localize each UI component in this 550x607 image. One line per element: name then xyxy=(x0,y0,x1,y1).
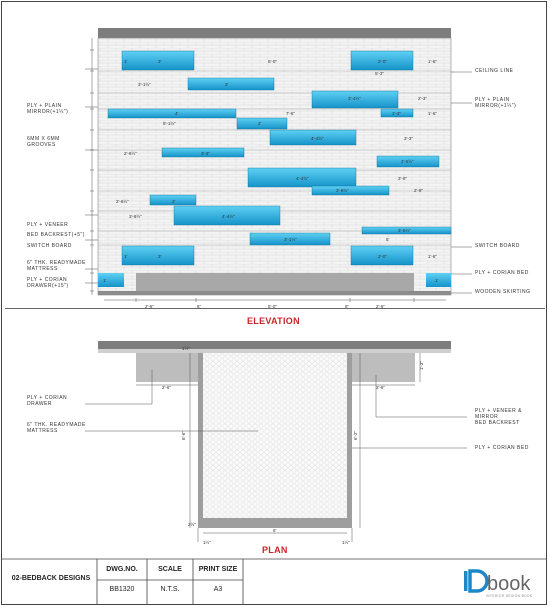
dimension-label: 2' xyxy=(172,199,176,204)
dimension-label: 1'-3" xyxy=(392,111,401,116)
dimension-label: 4' xyxy=(175,111,179,116)
dimension-label: 5'-0" xyxy=(268,304,277,309)
dimension-label: 2'-6" xyxy=(376,304,385,309)
plan-wall xyxy=(98,341,451,349)
plan-headboard-strip xyxy=(98,349,451,353)
dimension-label: 3'-1½" xyxy=(138,82,151,87)
dwg-no-value: BB1320 xyxy=(109,586,135,593)
label-plan-veneer-mirror: PLY + VENEER & MIRROR BED BACKREST xyxy=(475,408,522,426)
svg-text:INTERIOR DESIGN BOOK: INTERIOR DESIGN BOOK xyxy=(486,594,533,598)
dimension-label: 2'-6" xyxy=(145,304,154,309)
dimension-label: 3'-9" xyxy=(398,176,407,181)
dimension-label: 3'-3" xyxy=(201,151,210,156)
scale-header: SCALE xyxy=(158,566,182,573)
plan-drawing xyxy=(0,330,550,560)
dimension-label: 3'-8½" xyxy=(336,188,349,193)
plan-drawer-left xyxy=(136,353,198,382)
dimension-label: 2'-3" xyxy=(418,96,427,101)
mirror-panel xyxy=(312,186,389,195)
elevation-ceiling-band xyxy=(98,28,451,38)
dimension-label: 6'-2" xyxy=(353,431,358,440)
dimension-label: 2'-9" xyxy=(414,188,423,193)
plan-title: PLAN xyxy=(262,545,288,555)
dimension-label: 6'-0" xyxy=(268,59,277,64)
label-grooves: 6MM X 6MM GROOVES xyxy=(27,136,60,148)
elevation-bed-base xyxy=(136,273,414,291)
dimension-label: 3'-6½" xyxy=(398,228,411,233)
dimension-label: 4'-4½" xyxy=(296,176,309,181)
dimension-label: 5' xyxy=(386,237,390,242)
dimension-label: 2'-6" xyxy=(162,385,171,390)
label-plan-ply-corian-drawer: PLY + CORIAN DRAWER xyxy=(27,395,68,407)
label-wooden-skirting: WOODEN SKIRTING xyxy=(475,289,531,295)
elevation-drawer-left xyxy=(98,273,124,287)
label-ply-corian-bed: PLY + CORIAN BED xyxy=(475,270,529,276)
dimension-label: 3' xyxy=(158,59,162,64)
project-title: 02-BEDBACK DESIGNS xyxy=(11,575,91,582)
label-ply-corian-drawer: PLY + CORIAN DRAWER(+15") xyxy=(27,277,69,289)
label-bed-backrest: BED BACKREST(+5") xyxy=(27,232,85,238)
dimension-label: 2½" xyxy=(188,522,196,527)
dimension-label: 2'-5½" xyxy=(401,159,414,164)
dimension-label: 2'-0" xyxy=(378,254,387,259)
dimension-label: 1'-6" xyxy=(428,254,437,259)
svg-text:book: book xyxy=(487,573,531,595)
dimension-label: 6" xyxy=(197,304,202,309)
dimension-label: 1'-6" xyxy=(428,59,437,64)
dimension-label: 1'-6" xyxy=(428,111,437,116)
dimension-label: 1' xyxy=(124,254,128,259)
mirror-panel xyxy=(188,78,274,90)
print-size-header: PRINT SIZE xyxy=(198,566,238,573)
dimension-label: 3'-4½" xyxy=(348,96,361,101)
dwg-no-header: DWG.NO. xyxy=(106,566,138,573)
dimension-label: 6'-6" xyxy=(181,431,186,440)
dimension-label: 3'-3" xyxy=(404,136,413,141)
print-size-value: A3 xyxy=(213,586,223,593)
dimension-label: 1½" xyxy=(203,540,211,545)
dimension-label: 3' xyxy=(158,254,162,259)
dimension-label: 3'-8½" xyxy=(129,214,142,219)
label-ceiling-line: CEILING LINE xyxy=(475,68,514,74)
dimension-label: 4'-4½" xyxy=(311,136,324,141)
label-mattress: 6" THK. READYMADE MATTRESS xyxy=(27,260,86,272)
label-switch-board-right: SWITCH BOARD xyxy=(475,243,520,249)
dimension-label: 2'-0" xyxy=(378,59,387,64)
label-ply-plain-mirror-right: PLY + PLAIN MIRROR(+1¼") xyxy=(475,97,517,109)
dimension-label: 5'-1½" xyxy=(163,121,176,126)
dimension-label: 1½" xyxy=(182,346,190,351)
dimension-label: 1' xyxy=(435,278,439,283)
scale-value: N.T.S. xyxy=(160,586,180,593)
label-ply-veneer: PLY + VENEER xyxy=(27,222,69,228)
label-plan-mattress: 6" THK. READYMADE MATTRESS xyxy=(27,422,86,434)
dimension-label: 1'-3" xyxy=(419,361,424,370)
elevation-skirting xyxy=(98,291,451,295)
dimension-label: 2'-6½" xyxy=(124,151,137,156)
mirror-panel xyxy=(108,109,236,118)
idbook-logo xyxy=(458,563,548,603)
label-plan-ply-corian-bed: PLY + CORIAN BED xyxy=(475,445,529,451)
dimension-label: 1' xyxy=(103,278,107,283)
dimension-label: 2' xyxy=(258,121,262,126)
dimension-label: 7'-6" xyxy=(286,111,295,116)
dimension-label: 1½" xyxy=(342,540,350,545)
dimension-label: 6" xyxy=(345,304,350,309)
elevation-title: ELEVATION xyxy=(247,316,300,326)
label-switch-board: SWITCH BOARD xyxy=(27,243,72,249)
dimension-label: 3'-1½" xyxy=(284,237,297,242)
label-ply-plain-mirror: PLY + PLAIN MIRROR(+1¼") xyxy=(27,103,69,115)
plan-drawer-right xyxy=(352,353,415,382)
dimension-label: 4'-4½" xyxy=(222,214,235,219)
dimension-label: 1' xyxy=(124,59,128,64)
dimension-label: 6' xyxy=(273,528,277,533)
mirror-panel xyxy=(237,118,287,129)
dimension-label: 2'-6" xyxy=(376,385,385,390)
dimension-label: 3' xyxy=(225,82,229,87)
dimension-label: 2'-6½" xyxy=(116,199,129,204)
elevation-drawer-right xyxy=(426,273,451,287)
dimension-label: 5'-3" xyxy=(375,71,384,76)
plan-mattress xyxy=(203,353,347,518)
